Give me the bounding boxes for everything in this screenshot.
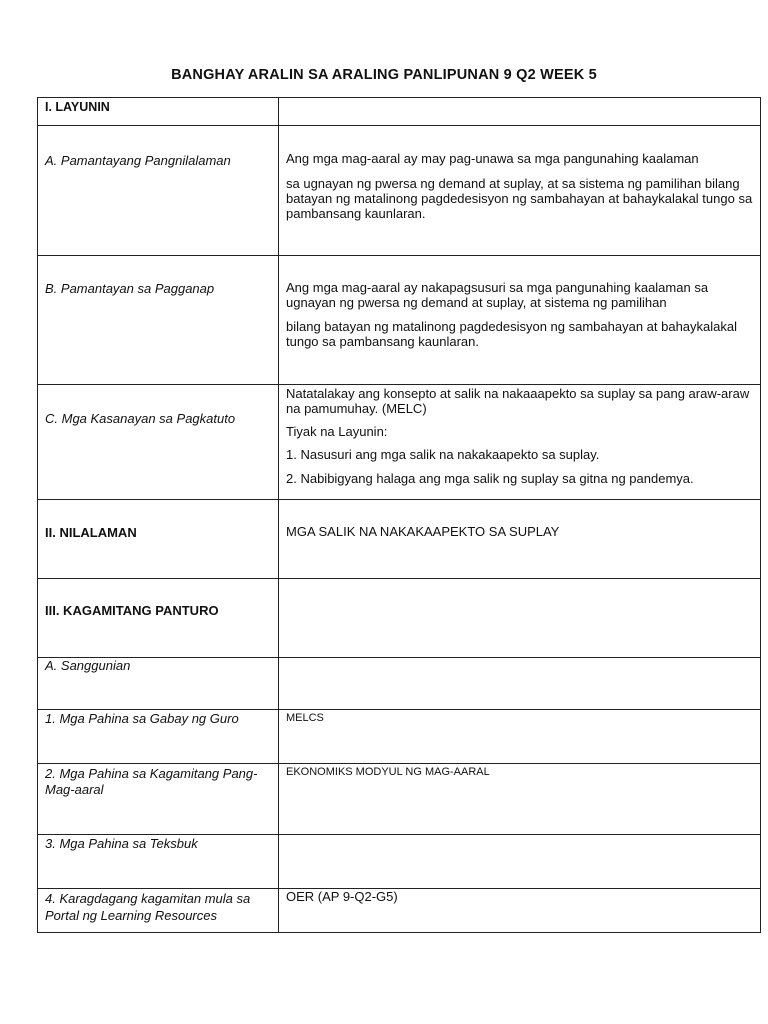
- label-sanggunian: A. Sanggunian: [45, 658, 131, 673]
- label-gabay-ng-guro: 1. Mga Pahina sa Gabay ng Guro: [45, 711, 239, 726]
- content-paragraph: sa ugnayan ng pwersa ng demand at suplay, at sa sistema ng pamilihan bilang batayan ng matalinong pagdedesisyon ng sambahayan at bahaykalakal tungo sa pambansang kaunlaran.: [286, 176, 753, 221]
- row-content-cell: [279, 256, 761, 385]
- section-heading-layunin: I. LAYUNIN: [45, 100, 110, 114]
- row-content-cell: [279, 500, 761, 579]
- content-paragraph: MELCS: [286, 712, 324, 724]
- table-row: [38, 710, 761, 764]
- label-pamantayan-sa-pagganap: B. Pamantayan sa Pagganap: [45, 281, 215, 296]
- row-content-cell: [279, 835, 761, 889]
- section-heading-nilalaman: II. NILALAMAN: [45, 525, 137, 540]
- row-content-cell: [279, 889, 761, 933]
- table-row: [38, 98, 761, 126]
- table-row: [38, 579, 761, 658]
- row-label-cell: [38, 764, 279, 835]
- table-row: [38, 658, 761, 710]
- row-label-cell: [38, 500, 279, 579]
- row-label-cell: [38, 385, 279, 500]
- label-kagamitang-pang-mag-aaral: 2. Mga Pahina sa Kagamitang Pang-Mag-aaral: [45, 766, 258, 797]
- content-paragraph: bilang batayan ng matalinong pagdedesisyon ng sambahayan at bahaykalakal tungo sa pambansang kaunlaran.: [286, 319, 737, 349]
- row-content-cell: [279, 764, 761, 835]
- label-mga-kasanayan-sa-pagkatuto: C. Mga Kasanayan sa Pagkatuto: [45, 411, 236, 426]
- document-title: BANGHAY ARALIN SA ARALING PANLIPUNAN 9 Q2 WEEK 5: [171, 67, 597, 83]
- table-row: [38, 126, 761, 256]
- row-label-cell: [38, 835, 279, 889]
- row-label-cell: [38, 126, 279, 256]
- label-teksbuk: 3. Mga Pahina sa Teksbuk: [45, 836, 198, 851]
- section-heading-kagamitang-panturo: III. KAGAMITANG PANTURO: [45, 603, 219, 618]
- row-content-cell: [279, 98, 761, 126]
- table-row: [38, 889, 761, 933]
- row-content-cell: [279, 385, 761, 500]
- label-pamantayang-pangnilalaman: A. Pamantayang Pangnilalaman: [45, 153, 231, 168]
- row-content-cell: [279, 579, 761, 658]
- content-paragraph: MGA SALIK NA NAKAKAAPEKTO SA SUPLAY: [286, 524, 560, 539]
- row-label-cell: [38, 579, 279, 658]
- table-row: [38, 256, 761, 385]
- content-paragraph: Ang mga mag-aaral ay may pag-unawa sa mga pangunahing kaalaman: [286, 151, 699, 166]
- table-row: [38, 764, 761, 835]
- label-karagdagang-kagamitan: 4. Karagdagang kagamitan mula sa Portal ng Learning Resources: [45, 891, 251, 923]
- table-row: [38, 835, 761, 889]
- row-content-cell: [279, 658, 761, 710]
- row-label-cell: [38, 889, 279, 933]
- row-content-cell: [279, 126, 761, 256]
- row-label-cell: [38, 98, 279, 126]
- content-paragraph: Ang mga mag-aaral ay nakapagsusuri sa mga pangunahing kaalaman sa ugnayan ng pwersa ng demand at suplay, at sistema ng pamilihan: [286, 280, 709, 310]
- content-paragraph: Natatalakay ang konsepto at salik na nakaaapekto sa suplay sa pang araw-araw na pamumuhay. (MELC): [286, 386, 750, 416]
- content-paragraph: 2. Nabibigyang halaga ang mga salik ng suplay sa gitna ng pandemya.: [286, 471, 694, 486]
- content-paragraph: OER (AP 9-Q2-G5): [286, 889, 398, 904]
- row-label-cell: [38, 710, 279, 764]
- table-row: [38, 385, 761, 500]
- row-content-cell: [279, 710, 761, 764]
- row-label-cell: [38, 256, 279, 385]
- row-label-cell: [38, 658, 279, 710]
- table-row: [38, 500, 761, 579]
- content-paragraph: 1. Nasusuri ang mga salik na nakakaapekto sa suplay.: [286, 447, 600, 462]
- content-paragraph: EKONOMIKS MODYUL NG MAG-AARAL: [286, 766, 490, 778]
- content-paragraph: Tiyak na Layunin:: [286, 424, 388, 439]
- lesson-plan-table: [37, 97, 761, 933]
